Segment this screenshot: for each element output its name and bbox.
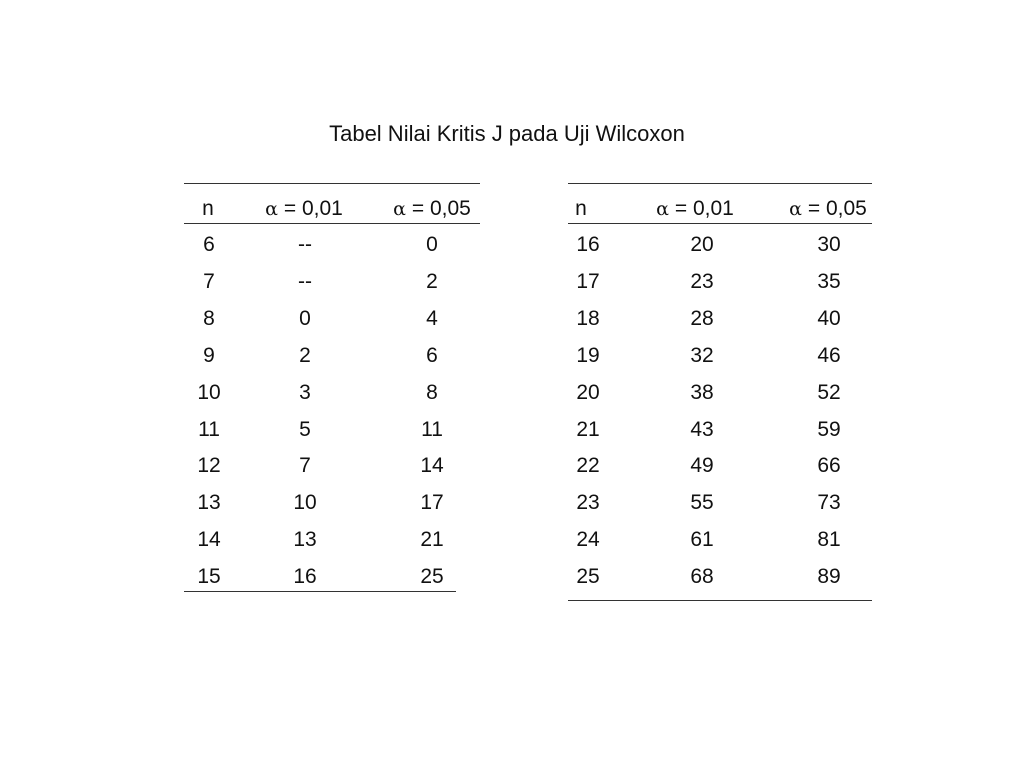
alpha-level-label: = 0,05 [411, 197, 471, 220]
table-cell-a005: 40 [817, 307, 841, 330]
table-cell-n: 10 [197, 381, 221, 404]
table-cell-a001: 10 [293, 491, 317, 514]
table-cell-a005: 81 [817, 528, 841, 551]
table-cell-a005: 14 [420, 454, 444, 477]
table-cell-a005: 35 [817, 270, 841, 293]
table-cell-a005: 73 [817, 491, 841, 514]
alpha-symbol: α [393, 198, 407, 220]
table-cell-a001: 28 [690, 307, 714, 330]
table-cell-a001: -- [298, 270, 312, 293]
table-cell-n: 11 [198, 418, 220, 441]
table-cell-n: 16 [576, 233, 600, 256]
table-cell-a001: 38 [690, 381, 714, 404]
table-cell-n: 15 [197, 565, 221, 588]
table-cell-a005: 52 [817, 381, 841, 404]
table-cell-a005: 25 [420, 565, 444, 588]
table-top-rule [184, 183, 480, 184]
table-cell-a005: 8 [426, 381, 438, 404]
table-cell-a001: 2 [299, 344, 311, 367]
table-cell-a005: 17 [420, 491, 444, 514]
table-cell-a001: 0 [299, 307, 311, 330]
table-cell-a005: 30 [817, 233, 841, 256]
table-cell-a001: 5 [299, 418, 311, 441]
table-cell-n: 17 [576, 270, 600, 293]
table-cell-a001: 7 [299, 454, 311, 477]
table-cell-n: 7 [203, 270, 215, 293]
table-cell-n: 14 [197, 528, 221, 551]
table-cell-a001: 49 [690, 454, 714, 477]
table-cell-n: 25 [576, 565, 600, 588]
table-cell-n: 21 [576, 418, 600, 441]
table-cell-a005: 59 [817, 418, 841, 441]
table-cell-a001: 16 [293, 565, 317, 588]
table-cell-n: 18 [576, 307, 600, 330]
table-bottom-rule [184, 591, 456, 592]
column-header-alpha-005 [393, 196, 471, 222]
table-cell-a005: 89 [817, 565, 841, 588]
alpha-symbol: α [789, 198, 803, 220]
table-header-rule [568, 223, 872, 224]
table-cell-a001: 55 [690, 491, 714, 514]
table-cell-a005: 21 [420, 528, 444, 551]
table-cell-a001: 43 [690, 418, 714, 441]
table-cell-n: 23 [576, 491, 600, 514]
table-top-rule [568, 183, 872, 184]
table-cell-a005: 0 [426, 233, 438, 256]
alpha-symbol: α [656, 198, 670, 220]
table-cell-n: 12 [197, 454, 221, 477]
table-cell-a005: 4 [426, 307, 438, 330]
table-cell-a005: 2 [426, 270, 438, 293]
alpha-symbol: α [265, 198, 279, 220]
column-header-alpha-001 [656, 196, 734, 222]
table-cell-a005: 66 [817, 454, 841, 477]
table-cell-n: 22 [576, 454, 600, 477]
table-cell-a005: 46 [817, 344, 841, 367]
table-cell-a001: 32 [690, 344, 714, 367]
table-cell-a001: -- [298, 233, 312, 256]
table-cell-n: 13 [197, 491, 221, 514]
table-cell-a001: 68 [690, 565, 714, 588]
table-cell-n: 6 [203, 233, 215, 256]
column-header-n: n [202, 197, 214, 220]
table-cell-n: 20 [576, 381, 600, 404]
column-header-n: n [575, 197, 587, 220]
table-cell-a005: 11 [421, 418, 443, 441]
table-cell-n: 19 [576, 344, 600, 367]
page-title: Tabel Nilai Kritis J pada Uji Wilcoxon [329, 121, 685, 146]
table-cell-a001: 61 [690, 528, 714, 551]
table-bottom-rule [568, 600, 872, 601]
alpha-level-label: = 0,01 [674, 197, 734, 220]
table-cell-n: 24 [576, 528, 600, 551]
table-cell-a001: 13 [293, 528, 317, 551]
column-header-alpha-005 [789, 196, 867, 222]
table-cell-a001: 3 [299, 381, 311, 404]
table-cell-a001: 23 [690, 270, 714, 293]
table-cell-a005: 6 [426, 344, 438, 367]
table-cell-n: 8 [203, 307, 215, 330]
table-cell-a001: 20 [690, 233, 714, 256]
table-cell-n: 9 [203, 344, 215, 367]
alpha-level-label: = 0,05 [807, 197, 867, 220]
column-header-alpha-001 [265, 196, 343, 222]
alpha-level-label: = 0,01 [283, 197, 343, 220]
table-header-rule [184, 223, 480, 224]
